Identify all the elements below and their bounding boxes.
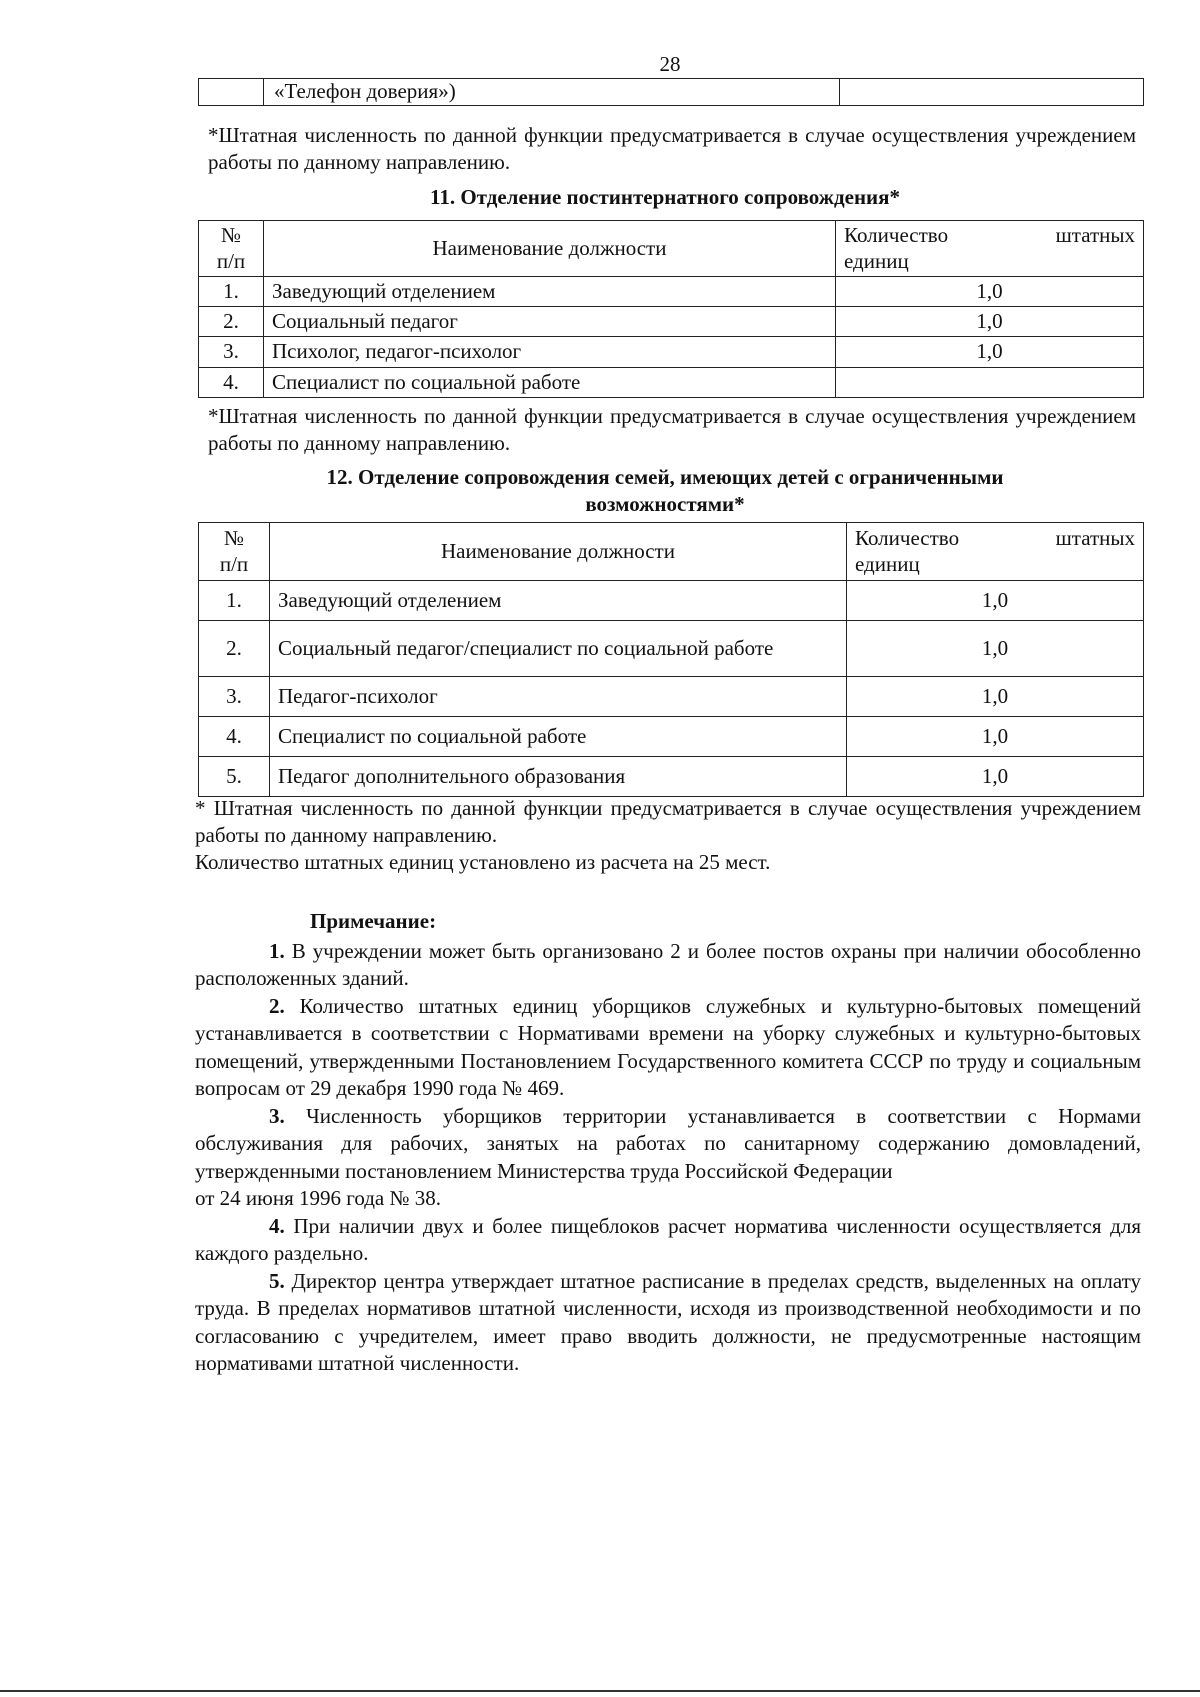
header-num-line2: п/п — [219, 551, 249, 576]
row-qty: 1,0 — [847, 717, 1144, 757]
remark-text: Количество штатных единиц уборщиков служебных и культурно-бытовых помещений устанавливается в соответствии с Нормативами времени на уборку служебных и культурно-бытовых помещений, утвержденными Постановлением Государственного комитета СССР по труду и социальным вопросам от 29 декабря 1990 года № 469. — [195, 993, 1141, 1100]
table-header-row — [199, 523, 1144, 581]
staff-basis-note: Количество штатных единиц установлено из расчета на 25 мест. — [195, 850, 771, 874]
remark-text: Директор центра утверждает штатное расписание в пределах средств, выделенных на оплату труда. В пределах нормативов штатной численности, исходя из производственной необходимости и по согласованию с учредителем, имеет право вводить должности, не предусмотренные настоящим нормативами штатной численности. — [195, 1268, 1141, 1375]
section-12-title-line2: возможностями* — [585, 492, 745, 516]
table-row — [199, 621, 1144, 677]
row-num: 3. — [199, 677, 270, 717]
header-qty — [847, 523, 1144, 581]
header-num — [199, 523, 270, 581]
remark-item-tail: от 24 июня 1996 года № 38. — [195, 1186, 442, 1210]
section-11-title: 11. Отделение постинтернатного сопровождения* — [430, 185, 900, 209]
remark-text: В учреждении может быть организовано 2 и более постов охраны при наличии обособленно расположенных зданий. — [195, 938, 1141, 990]
remark-number: 3. — [269, 1103, 285, 1128]
remark-item — [195, 1213, 1141, 1268]
remark-number: 2. — [269, 993, 285, 1018]
fragment-text-cell: «Телефон доверия») — [264, 79, 840, 106]
fragment-qty-cell — [840, 79, 1144, 106]
header-qty-word2: штатных — [1055, 223, 1135, 248]
footnote-3: * Штатная численность по данной функции предусматривается в случае осуществления учреждением работы по данному направлению. — [195, 796, 1141, 847]
row-name: Психолог, педагог-психолог — [264, 337, 836, 367]
row-qty — [836, 367, 1144, 397]
header-qty — [836, 221, 1144, 277]
header-qty-line2: единиц — [844, 248, 909, 273]
footnote-1: *Штатная численность по данной функции предусматривается в случае осуществления учреждением работы по данному направлению. — [208, 123, 1136, 174]
page-number: 28 — [659, 52, 681, 76]
header-num — [199, 221, 264, 277]
row-num: 1. — [199, 581, 270, 621]
table-row — [199, 581, 1144, 621]
remark-number: 5. — [269, 1268, 285, 1293]
row-qty: 1,0 — [836, 277, 1144, 307]
section-12-title-line1: 12. Отделение сопровождения семей, имеющих детей с ограниченными — [326, 465, 1004, 489]
header-qty-line2: единиц — [855, 551, 920, 576]
row-num: 3. — [199, 337, 264, 367]
page-bottom-rule — [0, 1690, 1200, 1692]
remark-item — [195, 993, 1141, 1103]
row-qty: 1,0 — [836, 337, 1144, 367]
table-row — [199, 337, 1144, 367]
table-row — [199, 677, 1144, 717]
row-num: 4. — [199, 717, 270, 757]
remark-text: Численность уборщиков территории устанавливается в соответствии с Нормами обслуживания для рабочих, занятых на работах по санитарному содержанию домовладений, утвержденными постановлением Министерства труда Российской Федерации — [195, 1103, 1141, 1183]
header-name: Наименование должности — [270, 523, 847, 581]
table-row — [199, 307, 1144, 337]
header-num-line1: № — [220, 223, 242, 248]
remark-item — [195, 938, 1141, 993]
header-num-line1: № — [223, 526, 245, 551]
row-num: 2. — [199, 621, 270, 677]
header-qty-word2: штатных — [1055, 526, 1135, 551]
table-row — [199, 367, 1144, 397]
remark-number: 1. — [269, 938, 285, 963]
row-num: 2. — [199, 307, 264, 337]
row-name: Социальный педагог — [264, 307, 836, 337]
row-qty: 1,0 — [847, 581, 1144, 621]
header-qty-word1: Количество — [844, 223, 949, 248]
top-fragment-table — [198, 78, 1144, 106]
row-qty: 1,0 — [847, 677, 1144, 717]
header-qty-word1: Количество — [855, 526, 960, 551]
section-12-table — [198, 522, 1144, 797]
row-name: Заведующий отделением — [270, 581, 847, 621]
row-name: Педагог-психолог — [270, 677, 847, 717]
table-row — [199, 717, 1144, 757]
remark-item — [195, 1268, 1141, 1378]
row-name: Педагог дополнительного образования — [270, 757, 847, 797]
remark-text: При наличии двух и более пищеблоков расчет норматива численности осуществляется для каждого раздельно. — [195, 1213, 1141, 1265]
row-name: Заведующий отделением — [264, 277, 836, 307]
section-11-table — [198, 220, 1144, 398]
remarks-section — [195, 908, 1141, 1378]
header-num-line2: п/п — [216, 248, 246, 273]
row-qty: 1,0 — [847, 621, 1144, 677]
row-name: Специалист по социальной работе — [264, 367, 836, 397]
table-row — [199, 277, 1144, 307]
row-num: 1. — [199, 277, 264, 307]
row-num: 4. — [199, 367, 264, 397]
footnote-2: *Штатная численность по данной функции предусматривается в случае осуществления учреждением работы по данному направлению. — [208, 404, 1136, 455]
table-row — [199, 757, 1144, 797]
table-row — [199, 79, 1144, 106]
row-name: Социальный педагог/специалист по социальной работе — [270, 621, 847, 677]
remark-number: 4. — [269, 1213, 285, 1238]
remark-item — [195, 1103, 1141, 1186]
header-name: Наименование должности — [264, 221, 836, 277]
row-qty: 1,0 — [847, 757, 1144, 797]
fragment-num-cell — [199, 79, 264, 106]
row-num: 5. — [199, 757, 270, 797]
remarks-title: Примечание: — [310, 909, 437, 933]
table-header-row — [199, 221, 1144, 277]
row-qty: 1,0 — [836, 307, 1144, 337]
row-name: Специалист по социальной работе — [270, 717, 847, 757]
